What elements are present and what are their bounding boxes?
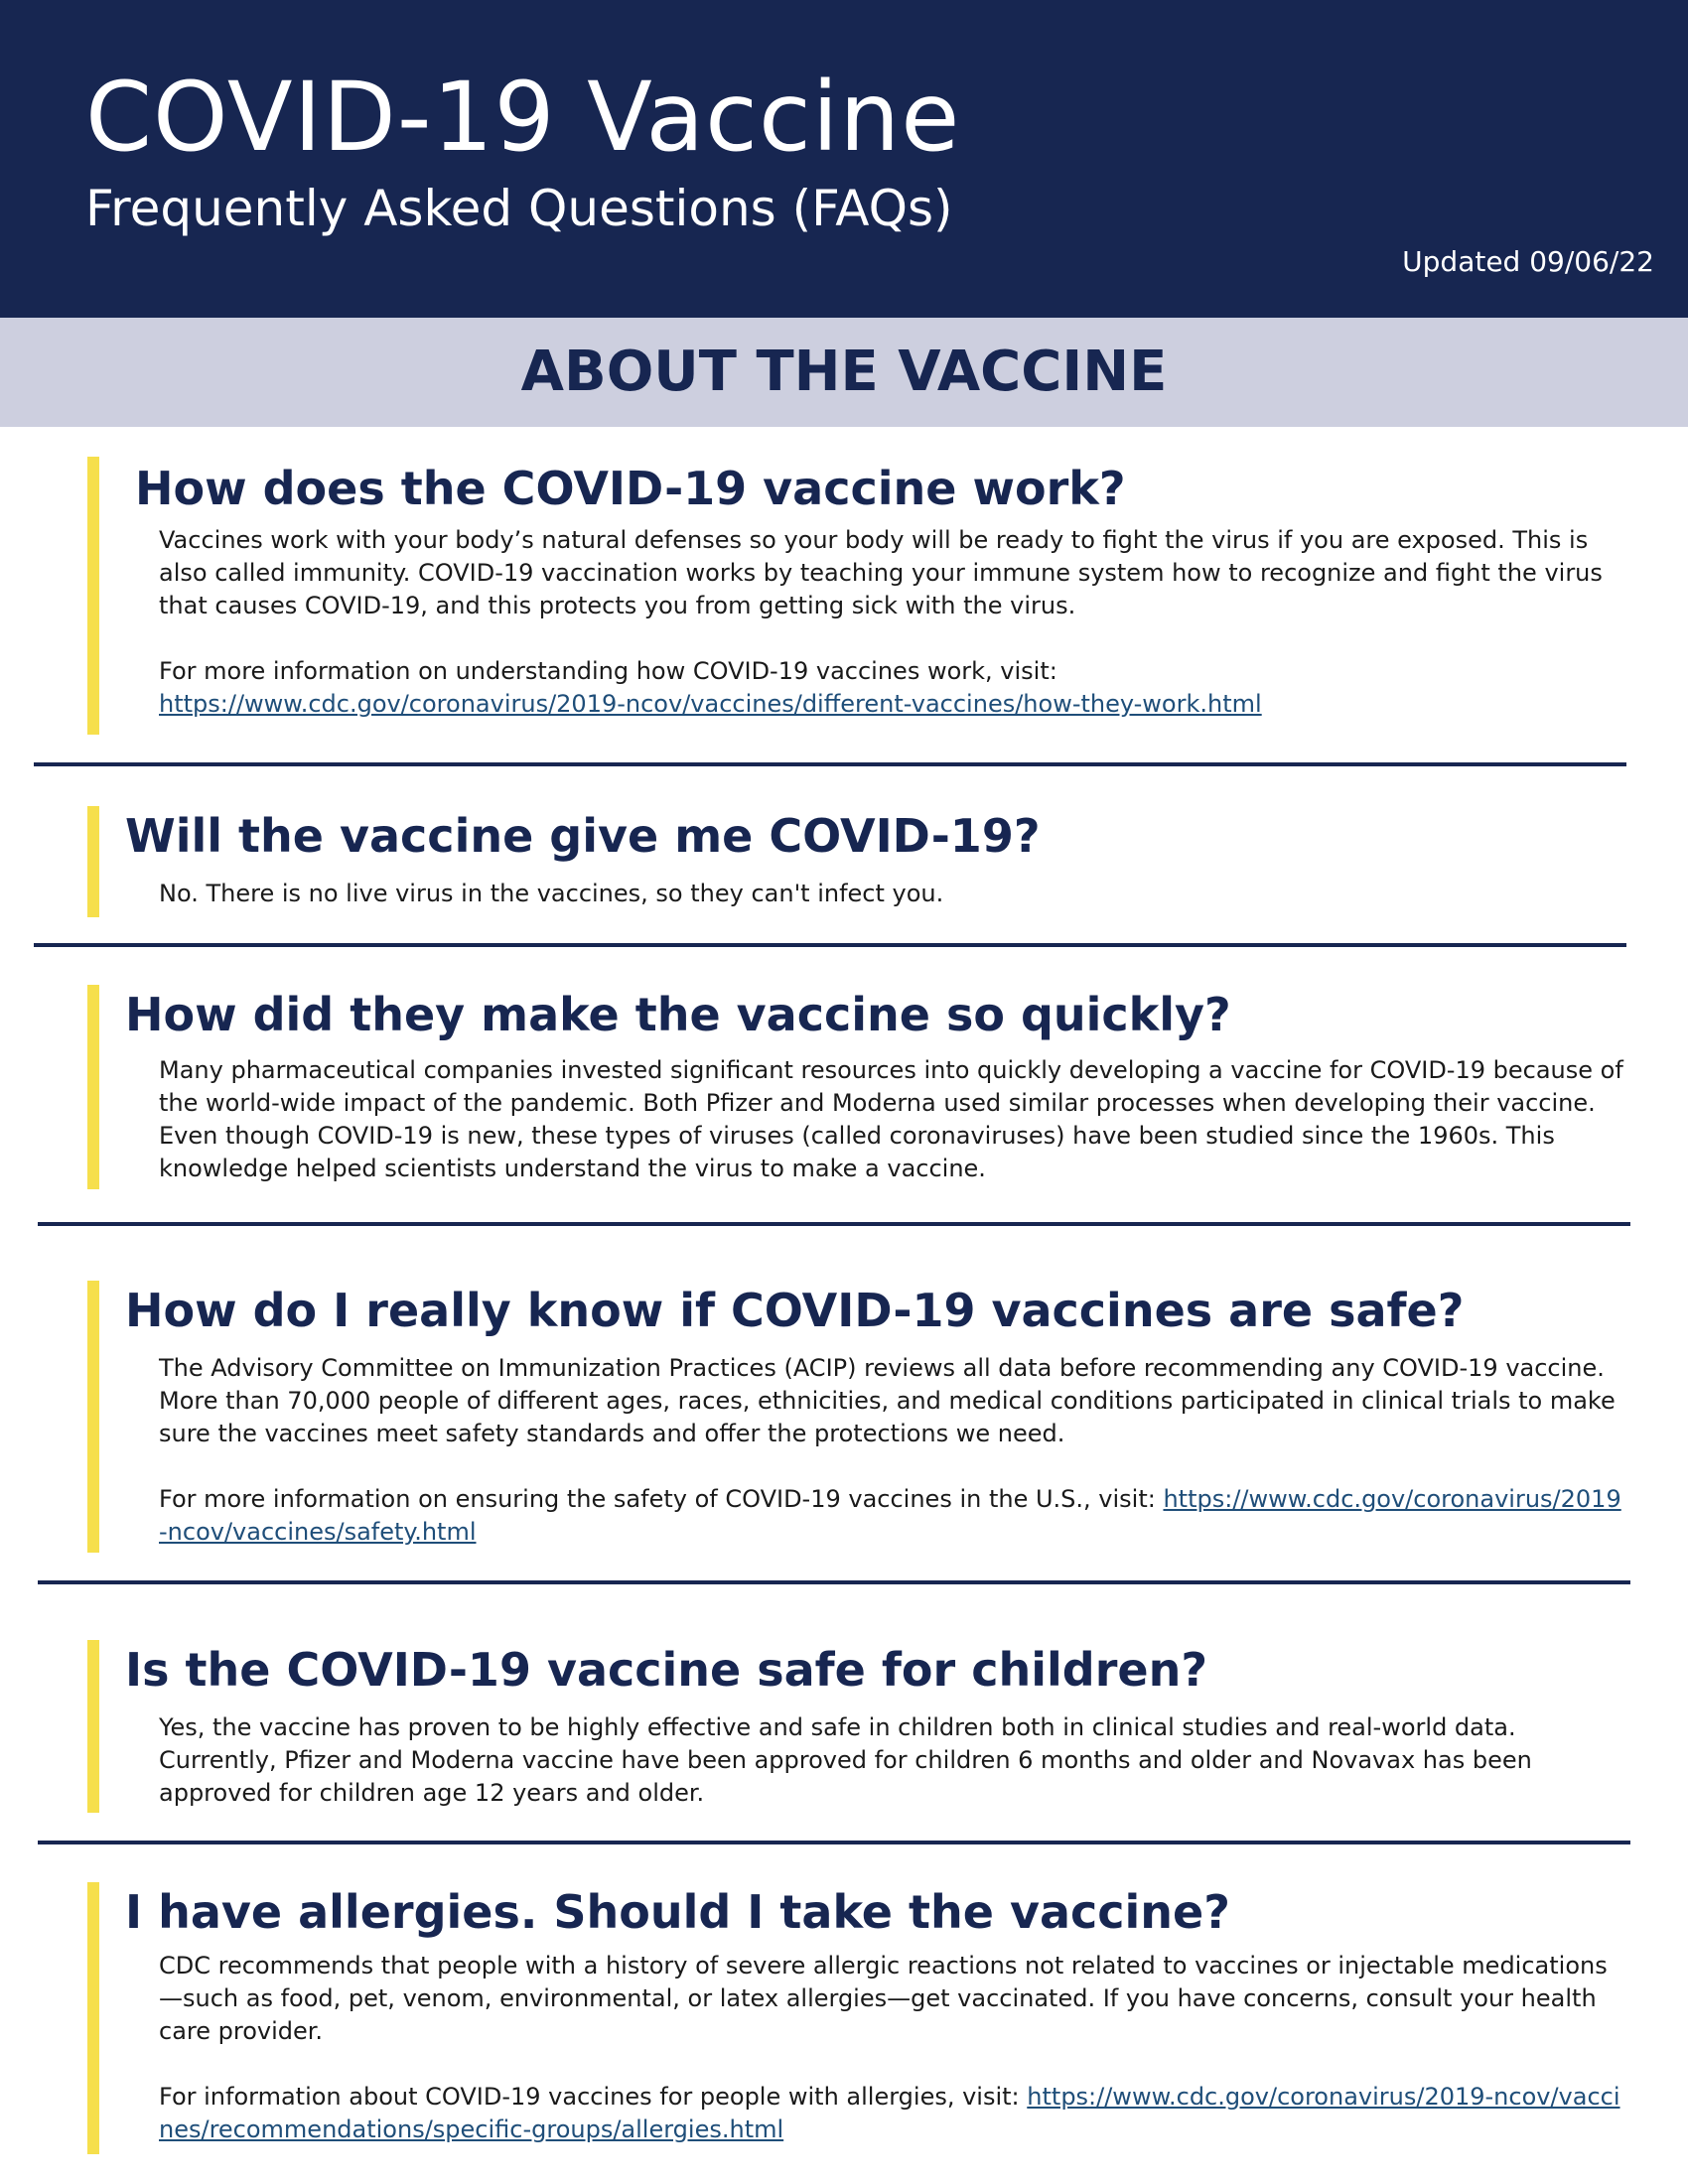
faq-more-info — [159, 1483, 1623, 1549]
section-divider — [38, 1580, 1630, 1584]
faq-question: How does the COVID-19 vaccine work? — [135, 462, 1126, 515]
faq-answer-block — [159, 1711, 1623, 1810]
faq-accent-bar — [87, 1882, 99, 2154]
how-vaccines-work-link[interactable]: https://www.cdc.gov/coronavirus/2019-ncov/vaccines/different-vaccines/how-they-work.html — [159, 690, 1262, 718]
section-divider — [34, 762, 1626, 766]
faq-answer-block — [159, 524, 1623, 721]
document-subtitle: Frequently Asked Questions (FAQs) — [85, 180, 953, 237]
faq-more-info — [159, 2081, 1623, 2146]
faq-question: How did they make the vaccine so quickly? — [125, 988, 1231, 1041]
faq-accent-bar — [87, 806, 99, 917]
section-divider — [38, 1841, 1630, 1844]
faq-answer: The Advisory Committee on Immunization Practices (ACIP) reviews all data before recommending any COVID-19 vaccine. More than 70,000 people of different ages, races, ethnicities, and medical conditions participated in clinical trials to make sure the vaccines meet safety standards and offer the protections we need. — [159, 1354, 1616, 1447]
faq-question: Is the COVID-19 vaccine safe for children? — [125, 1643, 1208, 1697]
faq-answer: Many pharmaceutical companies invested significant resources into quickly developing a vaccine for COVID-19 because of the world-wide impact of the pandemic. Both Pfizer and Moderna used similar processes when developing their vaccine. Even though COVID-19 is new, these types of viruses (called coronaviruses) have been studied since the 1960s. This knowledge helped scientists understand the virus to make a vaccine. — [159, 1056, 1623, 1182]
updated-date: Updated 09/06/22 — [1402, 245, 1654, 278]
faq-question: How do I really know if COVID-19 vaccines are safe? — [125, 1284, 1465, 1337]
allergies-link[interactable]: https://www.cdc.gov/coronavirus/2019-ncov/vaccines/recommendations/specific-groups/allergies.html — [159, 2083, 1620, 2143]
faq-accent-bar — [87, 1281, 99, 1553]
faq-more-info-text: For more information on ensuring the safety of COVID-19 vaccines in the U.S., visit: — [159, 1485, 1156, 1513]
faq-question: I have allergies. Should I take the vaccine? — [125, 1885, 1230, 1939]
header-banner — [0, 0, 1688, 318]
faq-accent-bar — [87, 1640, 99, 1813]
faq-answer: No. There is no live virus in the vaccines, so they can't infect you. — [159, 880, 944, 907]
section-divider — [38, 1222, 1630, 1226]
faq-accent-bar — [87, 985, 99, 1189]
faq-answer: Yes, the vaccine has proven to be highly effective and safe in children both in clinical studies and real-world data. Currently, Pfizer and Moderna vaccine have been approved for children 6 months and older and Novavax has been approved for children age 12 years and older. — [159, 1713, 1532, 1807]
section-title: ABOUT THE VACCINE — [520, 340, 1168, 404]
faq-accent-bar — [87, 457, 99, 735]
faq-answer-block — [159, 1054, 1623, 1185]
faq-item-5 — [0, 1640, 1688, 1813]
faq-item-4 — [0, 1281, 1688, 1553]
faq-answer: Vaccines work with your body’s natural defenses so your body will be ready to fight the virus if you are exposed. This is also called immunity. COVID-19 vaccination works by teaching your immune system how to recognize and fight the virus that causes COVID-19, and this protects you from getting sick with the virus. — [159, 526, 1603, 619]
faq-answer: CDC recommends that people with a history of severe allergic reactions not related to vaccines or injectable medications—such as food, pet, venom, environmental, or latex allergies—get vaccinated. If you have concerns, consult your health care provider. — [159, 1952, 1608, 2045]
faq-question: Will the vaccine give me COVID-19? — [125, 809, 1041, 863]
section-divider — [34, 943, 1626, 947]
faq-item-2 — [0, 806, 1688, 917]
faq-answer-block — [159, 878, 1623, 910]
vaccine-safety-link[interactable]: https://www.cdc.gov/coronavirus/2019-ncov/vaccines/safety.html — [159, 1485, 1621, 1546]
section-band — [0, 318, 1688, 427]
faq-answer-block — [159, 1950, 1623, 2146]
faq-more-info-text: For more information on understanding how COVID-19 vaccines work, visit: — [159, 657, 1057, 685]
faq-item-6 — [0, 1882, 1688, 2154]
faq-more-info-text: For information about COVID-19 vaccines for people with allergies, visit: — [159, 2083, 1020, 2111]
faq-item-3 — [0, 985, 1688, 1189]
document-title: COVID-19 Vaccine — [85, 62, 961, 173]
faq-answer-block — [159, 1352, 1623, 1549]
faq-more-info — [159, 655, 1623, 721]
faq-item-1 — [0, 457, 1688, 735]
